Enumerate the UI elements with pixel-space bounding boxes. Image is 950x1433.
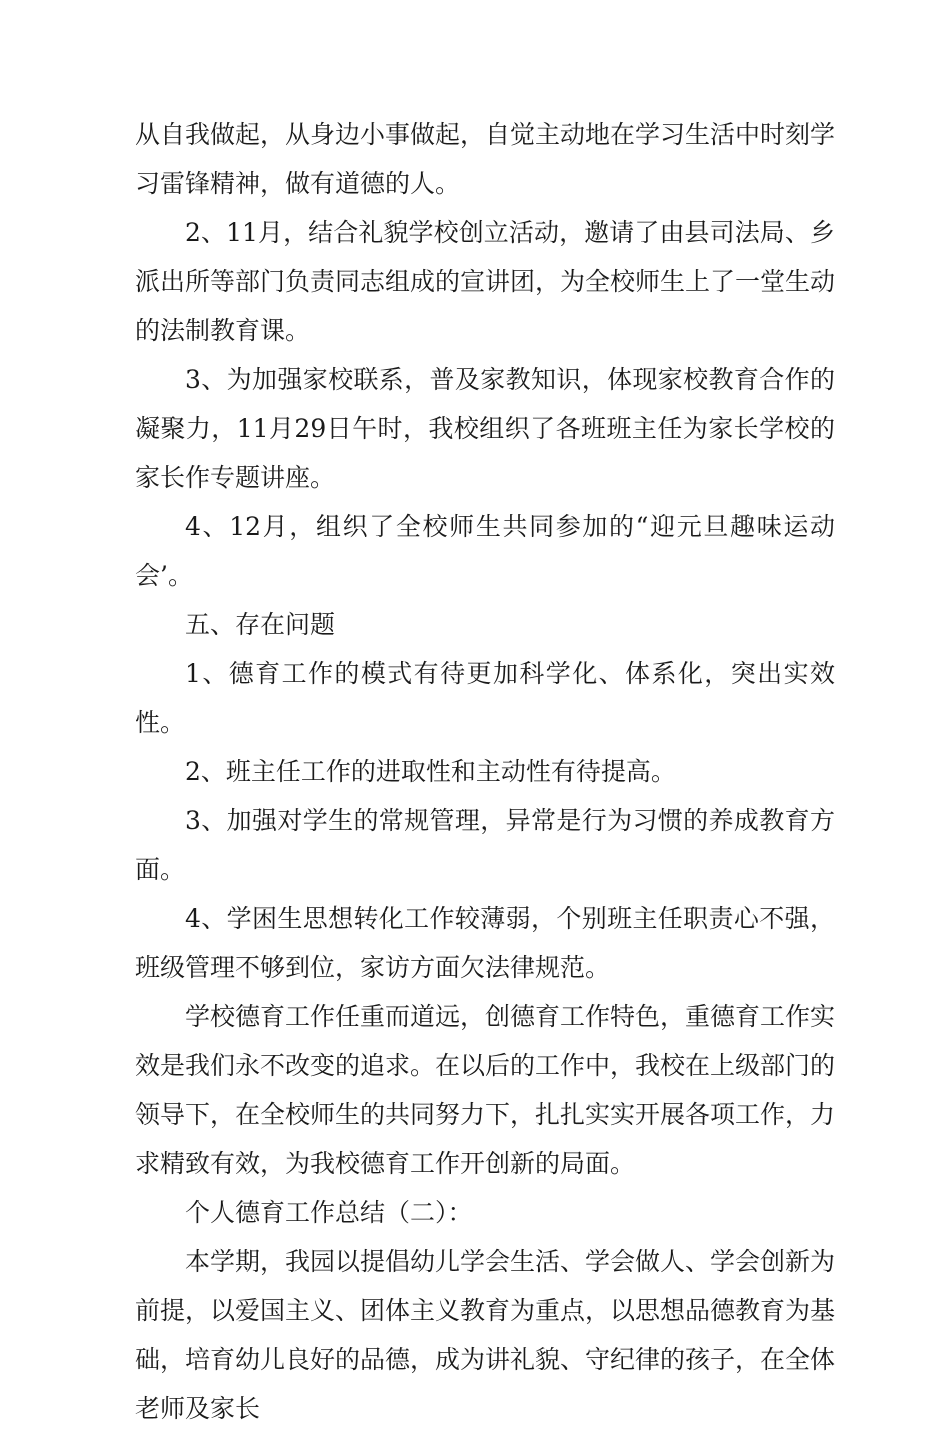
issue-item-2: 2、班主任工作的进取性和主动性有待提高。 xyxy=(185,757,676,786)
closing-paragraph: 学校德育工作任重而道远，创德育工作特色，重德育工作实效是我们永不改变的追求。在以后的工作中，我校在上级部门的领导下，在全校师生的共同努力下，扎扎实实开展各项工作，力求精致有效，为我校德育工作开创新的局面。 xyxy=(135,1002,836,1178)
issue-item-4: 4、学困生思想转化工作较薄弱，个别班主任职责心不强，班级管理不够到位，家访方面欠法律规范。 xyxy=(135,904,835,982)
paragraph-1: 从自我做起，从身边小事做起，自觉主动地在学习生活中时刻学习雷锋精神，做有道德的人。 xyxy=(135,120,836,198)
issue-item-3: 3、加强对学生的常规管理，异常是行为习惯的养成教育方面。 xyxy=(135,806,835,884)
section-title-summary-2: 个人德育工作总结（二）： xyxy=(185,1198,473,1227)
summary-2-intro-paragraph: 本学期，我园以提倡幼儿学会生活、学会做人、学会创新为前提，以爱国主义、团体主义教育为重点，以思想品德教育为基础，培育幼儿良好的品德，成为讲礼貌、守纪律的孩子，在全体老师及家长 xyxy=(135,1247,836,1423)
paragraph-3: 3、为加强家校联系，普及家教知识，体现家校教育合作的凝聚力，11月29日午时，我校组织了各班班主任为家长学校的家长作专题讲座。 xyxy=(135,365,835,492)
issue-item-1: 1、德育工作的模式有待更加科学化、体系化，突出实效性。 xyxy=(135,659,835,737)
paragraph-2: 2、11月，结合礼貌学校创立活动，邀请了由县司法局、乡派出所等部门负责同志组成的宣讲团，为全校师生上了一堂生动的法制教育课。 xyxy=(135,218,836,345)
document-body xyxy=(135,110,835,1433)
paragraph-4: 4、12月，组织了全校师生共同参加的“迎元旦趣味运动会’。 xyxy=(135,512,835,590)
section-heading-issues: 五、存在问题 xyxy=(185,610,336,639)
